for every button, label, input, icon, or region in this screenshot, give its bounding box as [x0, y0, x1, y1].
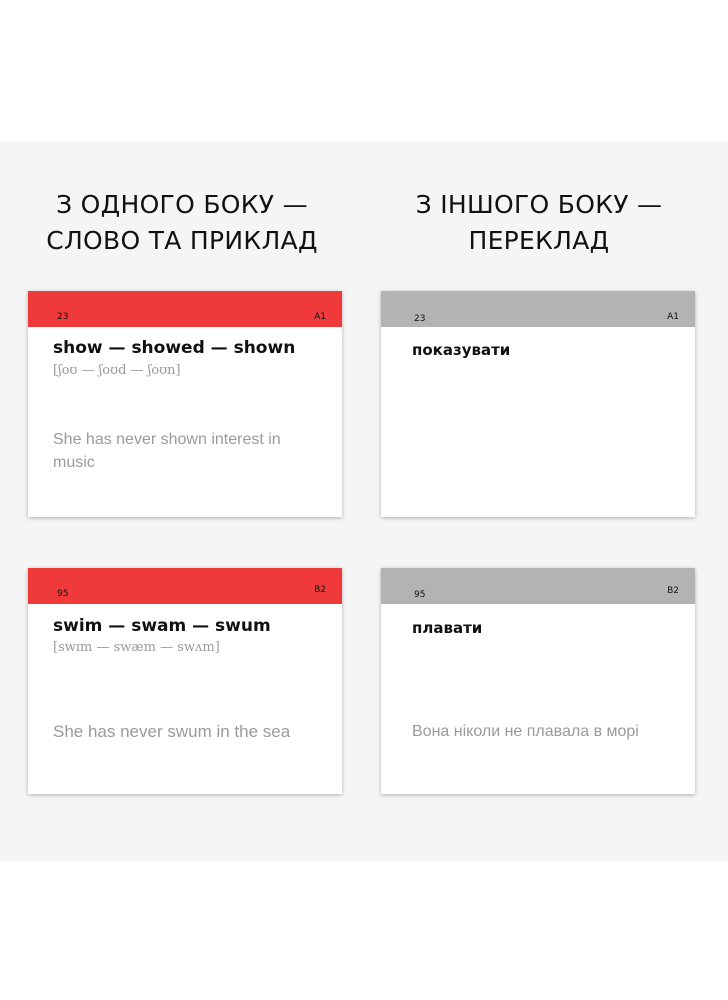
flashcard-back[interactable]	[381, 291, 695, 517]
example-sentence: She has never shown interest in music	[53, 431, 281, 471]
card-header-band	[381, 568, 695, 604]
front-heading-line-2: СЛОВО ТА ПРИКЛАД	[46, 226, 318, 255]
front-side-heading	[2, 187, 362, 259]
card-number: 23	[57, 312, 69, 322]
flashcard-front[interactable]	[28, 568, 342, 794]
flashcard-back[interactable]	[381, 568, 695, 794]
card-level: B2	[667, 586, 679, 596]
translation: плавати	[412, 619, 483, 637]
card-number: 23	[414, 314, 426, 324]
back-side-heading	[359, 187, 719, 259]
card-header-band	[28, 568, 342, 604]
card-level: A1	[667, 312, 679, 322]
word-forms: show — showed — shown	[53, 338, 296, 358]
flashcard-front[interactable]	[28, 291, 342, 517]
front-heading-line-1: З ОДНОГО БОКУ —	[56, 190, 308, 219]
card-number: 95	[57, 589, 69, 599]
card-level: B2	[314, 585, 326, 595]
example-translation: Вона ніколи не плавала в морі	[412, 723, 639, 740]
transcription: [ʃoʊ — ʃoʊd — ʃoʊn]	[53, 363, 181, 378]
back-heading-line-2: ПЕРЕКЛАД	[468, 226, 610, 255]
card-header-band	[28, 291, 342, 327]
word-forms: swim — swam — swum	[53, 616, 271, 636]
back-heading-line-1: З ІНШОГО БОКУ —	[415, 190, 663, 219]
example-sentence: She has never swum in the sea	[53, 722, 291, 741]
card-header-band	[381, 291, 695, 327]
translation: показувати	[412, 341, 511, 359]
card-number: 95	[414, 590, 426, 600]
transcription: [swɪm — swæm — swʌm]	[53, 640, 220, 655]
card-level: A1	[314, 312, 326, 322]
